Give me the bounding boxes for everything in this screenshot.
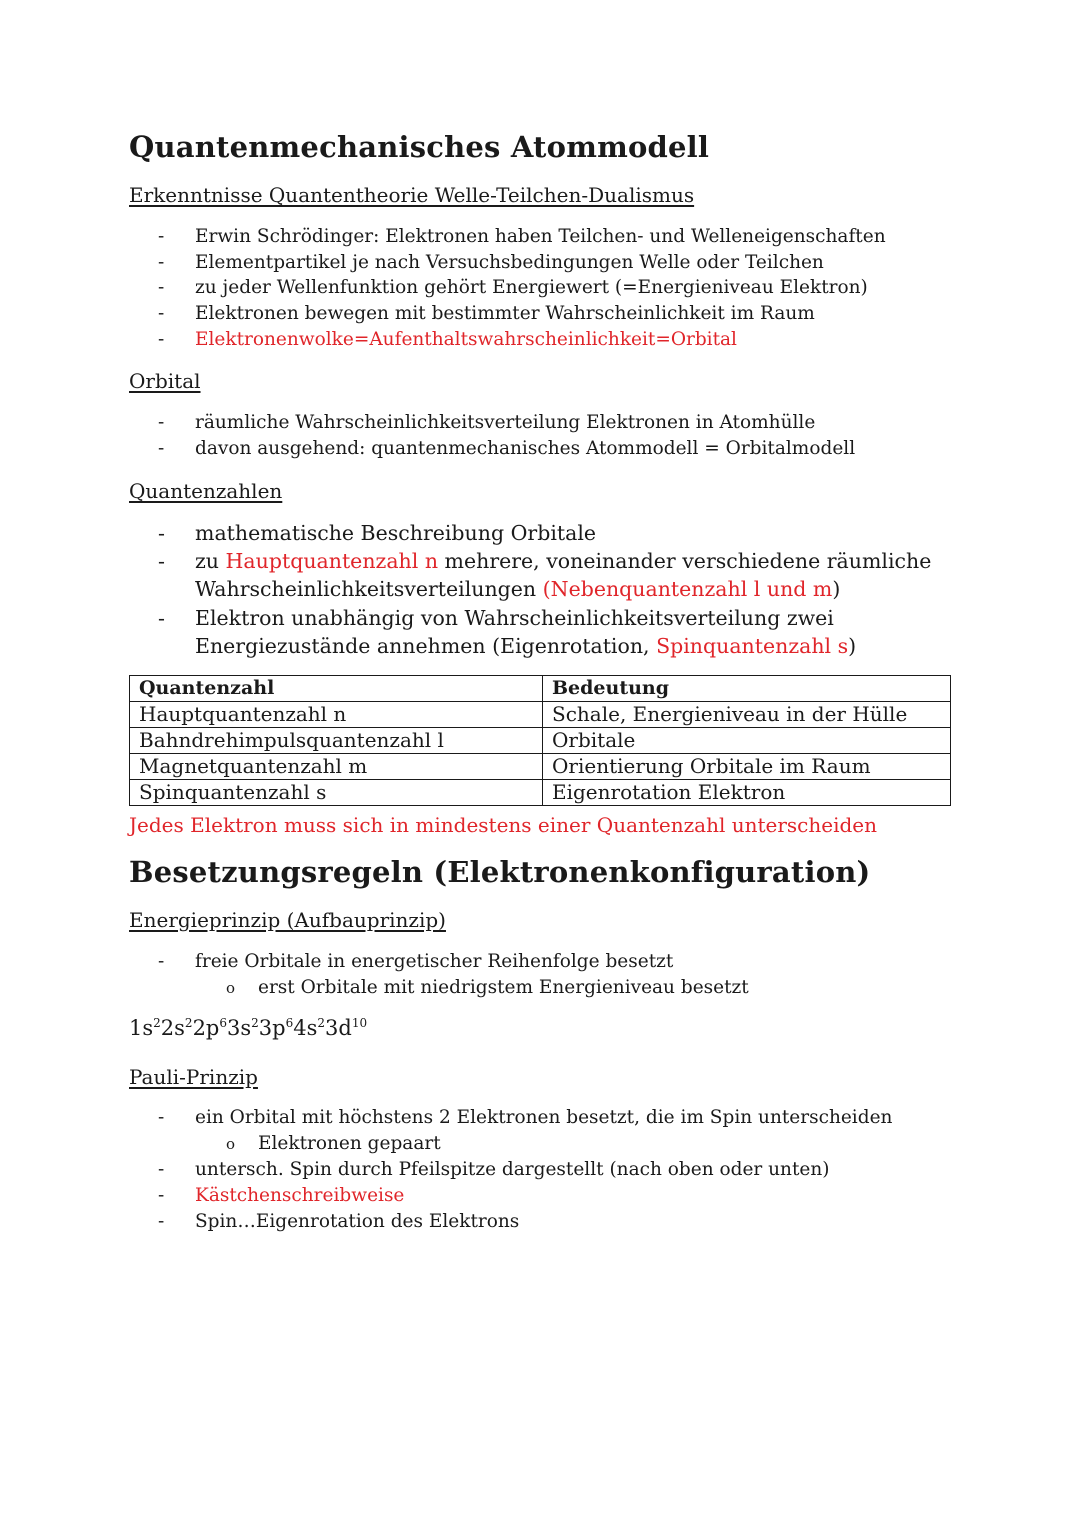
table-row	[130, 728, 951, 754]
table-cell: Bahndrehimpulsquantenzahl l	[130, 728, 543, 754]
list-item-text: Elektronen gepaart	[258, 1133, 441, 1154]
list-item-text: freie Orbitale in energetischer Reihenfolge besetzt	[195, 951, 674, 972]
bullet-dash-icon: -	[158, 1107, 165, 1128]
list-item	[158, 224, 886, 250]
highlight-note: Jedes Elektron muss sich in mindestens einer Quantenzahl unterscheiden	[129, 813, 878, 837]
list-item	[158, 1209, 520, 1235]
bullet-dash-icon: -	[158, 252, 165, 273]
text-run-highlight: (Nebenquantenzahl l und m	[542, 577, 833, 601]
list-item	[158, 604, 857, 660]
text-run: )	[848, 634, 857, 658]
list-item-text: ein Orbital mit höchstens 2 Elektronen besetzt, die im Spin unterscheiden	[195, 1107, 893, 1128]
text-run: Wahrscheinlichkeitsverteilungen	[195, 577, 543, 601]
subheading-orbital: Orbital	[129, 369, 201, 393]
bullet-dash-icon: -	[158, 1159, 165, 1180]
list-item-text: Elektronen bewegen mit bestimmter Wahrscheinlichkeit im Raum	[195, 303, 815, 324]
table-cell: Schale, Energieniveau in der Hülle	[543, 702, 951, 728]
bullet-dash-icon: -	[158, 303, 165, 324]
subheading-erkenntnisse: Erkenntnisse Quantentheorie Welle-Teilchen-Dualismus	[129, 183, 695, 207]
list-item	[158, 547, 932, 603]
list-item	[158, 436, 856, 462]
text-run: mehrere, voneinander verschiedene räumliche	[438, 549, 932, 573]
text-run: zu	[195, 549, 226, 573]
table-header-row	[130, 676, 951, 702]
list-item	[158, 1183, 405, 1209]
list-item	[158, 1157, 830, 1183]
subheading-quantenzahlen: Quantenzahlen	[129, 479, 283, 503]
table-row	[130, 702, 951, 728]
bullet-dash-icon: -	[158, 438, 165, 459]
section-title: Besetzungsregeln (Elektronenkonfiguration)	[129, 855, 871, 889]
bullet-dash-icon: -	[158, 277, 165, 298]
page-title: Quantenmechanisches Atommodell	[129, 130, 710, 164]
table-cell: Eigenrotation Elektron	[543, 780, 951, 806]
list-item-text: untersch. Spin durch Pfeilspitze dargestellt (nach oben oder unten)	[195, 1159, 830, 1180]
list-item-text: räumliche Wahrscheinlichkeitsverteilung Elektronen in Atomhülle	[195, 412, 816, 433]
list-item	[158, 250, 824, 276]
list-item-text: Spin…Eigenrotation des Elektrons	[195, 1211, 520, 1232]
text-run: Elektron unabhängig von Wahrscheinlichkeitsverteilung zwei	[195, 606, 834, 630]
table-cell: Spinquantenzahl s	[130, 780, 543, 806]
list-item-text: erst Orbitale mit niedrigstem Energieniveau besetzt	[258, 977, 749, 998]
list-item-text: mathematische Beschreibung Orbitale	[195, 521, 597, 545]
list-item-text-highlight: Elektronenwolke=Aufenthaltswahrscheinlichkeit=Orbital	[195, 329, 737, 350]
list-item	[158, 1105, 893, 1131]
table-row	[130, 754, 951, 780]
bullet-circle-icon: o	[226, 1135, 236, 1153]
list-item	[158, 327, 737, 353]
subheading-pauli: Pauli-Prinzip	[129, 1065, 258, 1089]
list-item	[158, 949, 674, 975]
bullet-dash-icon: -	[158, 549, 165, 573]
list-item-text: davon ausgehend: quantenmechanisches Atommodell = Orbitalmodell	[195, 438, 856, 459]
text-run: )	[832, 577, 841, 601]
list-item-text: Erwin Schrödinger: Elektronen haben Teilchen- und Welleneigenschaften	[195, 226, 886, 247]
bullet-dash-icon: -	[158, 412, 165, 433]
bullet-dash-icon: -	[158, 1211, 165, 1232]
list-item	[158, 301, 815, 327]
electron-configuration-formula: $1s^22s^22p^63s^23p^64s^23d^{10}$	[129, 1016, 368, 1040]
bullet-dash-icon: -	[158, 329, 165, 350]
text-run: Energiezustände annehmen (Eigenrotation,	[195, 634, 657, 658]
list-item	[158, 410, 816, 436]
subheading-energieprinzip: Energieprinzip (Aufbauprinzip)	[129, 908, 446, 932]
text-run-highlight: Hauptquantenzahl n	[225, 549, 439, 573]
table-row	[130, 780, 951, 806]
table-cell: Magnetquantenzahl m	[130, 754, 543, 780]
quantum-numbers-table	[129, 675, 951, 806]
list-item-text: Elementpartikel je nach Versuchsbedingungen Welle oder Teilchen	[195, 252, 824, 273]
list-item	[158, 519, 597, 547]
table-cell: Hauptquantenzahl n	[130, 702, 543, 728]
bullet-dash-icon: -	[158, 226, 165, 247]
table-header-cell: Quantenzahl	[130, 676, 543, 702]
bullet-circle-icon: o	[226, 979, 236, 997]
table-cell: Orbitale	[543, 728, 951, 754]
list-item-text: zu jeder Wellenfunktion gehört Energiewert (=Energieniveau Elektron)	[195, 277, 868, 298]
list-item	[158, 275, 868, 301]
bullet-dash-icon: -	[158, 951, 165, 972]
table-cell: Orientierung Orbitale im Raum	[543, 754, 951, 780]
text-run-highlight: Spinquantenzahl s	[656, 634, 849, 658]
bullet-dash-icon: -	[158, 606, 165, 630]
sub-list-item	[226, 1131, 441, 1157]
bullet-dash-icon: -	[158, 1185, 165, 1206]
list-item-text-highlight: Kästchenschreibweise	[195, 1185, 405, 1206]
sub-list-item	[226, 975, 749, 1001]
bullet-dash-icon: -	[158, 521, 165, 545]
table-header-cell: Bedeutung	[543, 676, 951, 702]
